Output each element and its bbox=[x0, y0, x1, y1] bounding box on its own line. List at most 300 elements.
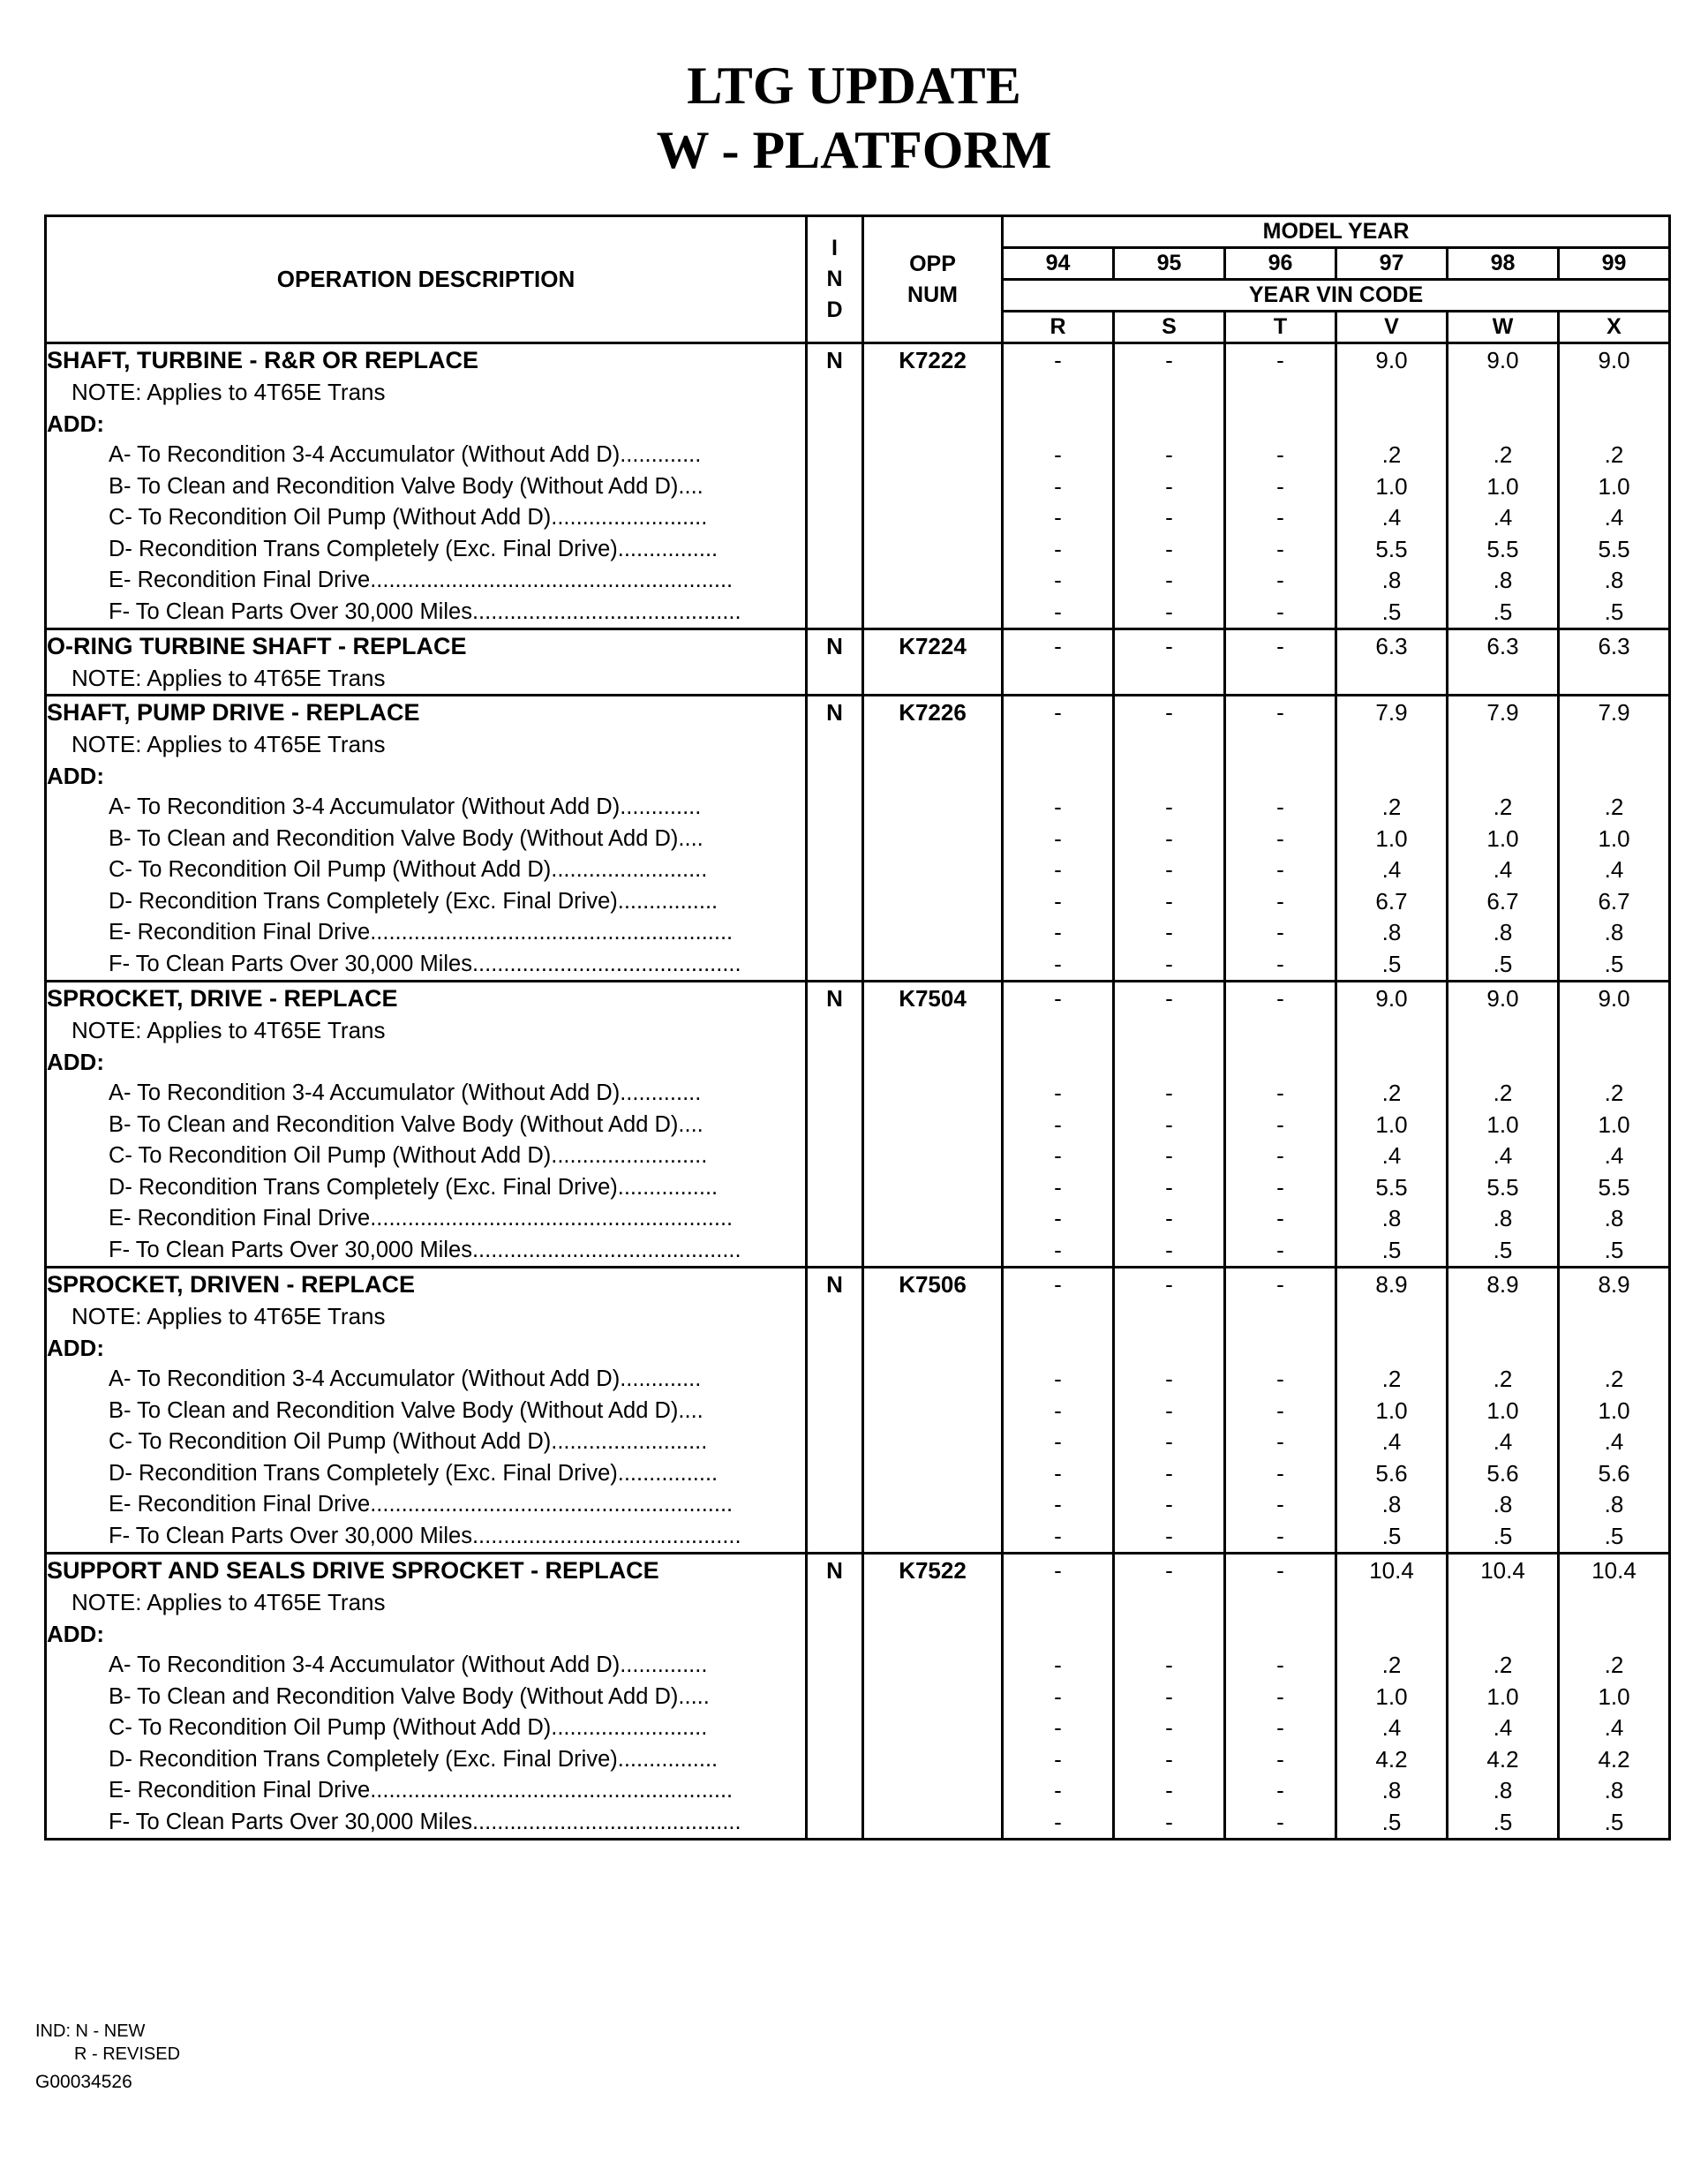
opp-num-value: K7504 bbox=[899, 985, 967, 1012]
add-on-item: F- To Clean Parts Over 30,000 Miles........................................... bbox=[109, 1523, 741, 1548]
add-on-value: - bbox=[1165, 535, 1173, 562]
add-on-value: - bbox=[1276, 794, 1284, 820]
year-value-cell bbox=[1336, 629, 1448, 696]
add-on-value: - bbox=[1165, 1173, 1173, 1201]
add-label: ADD: bbox=[47, 1621, 104, 1647]
add-on-value: .4 bbox=[1381, 1142, 1402, 1169]
add-on-item: D- Recondition Trans Completely (Exc. Final Drive)................ bbox=[109, 1746, 719, 1772]
add-on-value: - bbox=[1054, 441, 1062, 468]
year-value-cell bbox=[1225, 696, 1336, 982]
add-on-value: - bbox=[1165, 1522, 1173, 1549]
add-on-value: 5.6 bbox=[1598, 1459, 1630, 1487]
add-on-value: .5 bbox=[1604, 950, 1624, 977]
spacer bbox=[1448, 1618, 1557, 1650]
add-on-value: - bbox=[1276, 1236, 1284, 1263]
operation-note: NOTE: Applies to 4T65E Trans bbox=[71, 1303, 386, 1329]
spacer bbox=[1226, 1046, 1335, 1078]
year-value-cell bbox=[1448, 1268, 1559, 1554]
base-time-value: - bbox=[1165, 347, 1173, 373]
add-on-value: .2 bbox=[1381, 1652, 1402, 1678]
add-on-value: .8 bbox=[1604, 919, 1624, 945]
add-on-item: C- To Recondition Oil Pump (Without Add D)......................... bbox=[109, 1429, 708, 1454]
add-on-value: .8 bbox=[1493, 1205, 1513, 1231]
add-on-value: .8 bbox=[1381, 1205, 1402, 1231]
operation-note: NOTE: Applies to 4T65E Trans bbox=[71, 1017, 386, 1043]
add-label: ADD: bbox=[47, 1335, 104, 1361]
ind-value: N bbox=[826, 1557, 843, 1584]
operation-description-header: OPERATION DESCRIPTION bbox=[46, 216, 807, 343]
add-on-value: .5 bbox=[1381, 1522, 1402, 1549]
operation-row bbox=[46, 343, 1670, 629]
opp-num-value: K7222 bbox=[899, 347, 967, 373]
add-on-value: .5 bbox=[1493, 1522, 1513, 1549]
operation-description-cell bbox=[46, 982, 807, 1268]
base-time-value: - bbox=[1276, 347, 1284, 373]
add-on-value: - bbox=[1054, 950, 1062, 977]
add-on-value: - bbox=[1054, 824, 1062, 852]
add-on-value: - bbox=[1165, 1652, 1173, 1678]
ind-value: N bbox=[826, 699, 843, 726]
year-value-cell bbox=[1003, 1554, 1114, 1840]
add-on-item: F- To Clean Parts Over 30,000 Miles........................................... bbox=[109, 1809, 741, 1834]
add-on-value: - bbox=[1054, 856, 1062, 883]
year-value-cell bbox=[1336, 982, 1448, 1268]
add-on-value: - bbox=[1276, 1652, 1284, 1678]
page-title: LTG UPDATE bbox=[687, 56, 1021, 115]
add-on-item: C- To Recondition Oil Pump (Without Add D)......................... bbox=[109, 1715, 708, 1740]
add-on-value: 5.6 bbox=[1375, 1459, 1408, 1487]
add-on-value: 5.5 bbox=[1598, 535, 1630, 562]
opp-num-value: K7506 bbox=[899, 1271, 967, 1298]
spacer bbox=[1448, 408, 1557, 440]
add-on-item: B- To Clean and Recondition Valve Body (Without Add D).... bbox=[109, 825, 704, 851]
add-on-value: - bbox=[1165, 504, 1173, 531]
spacer bbox=[1226, 1014, 1335, 1046]
spacer bbox=[1004, 1046, 1112, 1078]
operation-title: SPROCKET, DRIVE - REPLACE bbox=[47, 985, 398, 1012]
spacer bbox=[1226, 760, 1335, 792]
add-on-item: F- To Clean Parts Over 30,000 Miles........................................... bbox=[109, 598, 741, 624]
add-on-value: - bbox=[1276, 824, 1284, 852]
add-on-value: - bbox=[1165, 1459, 1173, 1487]
base-time-value: - bbox=[1165, 699, 1173, 726]
year-value-cell bbox=[1114, 1554, 1225, 1840]
add-on-value: .4 bbox=[1493, 1714, 1513, 1741]
year-value-cell bbox=[1225, 343, 1336, 629]
year-value-cell bbox=[1003, 696, 1114, 982]
base-time-value: 9.0 bbox=[1375, 985, 1408, 1012]
add-on-value: - bbox=[1165, 1366, 1173, 1392]
add-on-value: 6.7 bbox=[1375, 887, 1408, 915]
spacer bbox=[1560, 376, 1668, 408]
base-time-value: 6.3 bbox=[1375, 633, 1408, 659]
add-on-value: - bbox=[1054, 1777, 1062, 1803]
year-value-cell bbox=[1114, 343, 1225, 629]
spacer bbox=[1115, 728, 1223, 760]
ind-header-letter: D bbox=[826, 297, 843, 322]
spacer bbox=[1448, 1586, 1557, 1618]
add-on-value: - bbox=[1276, 1396, 1284, 1424]
year-value-cell bbox=[1559, 1268, 1670, 1554]
year-cell: 94 bbox=[1003, 248, 1114, 280]
ind-cell bbox=[807, 1268, 863, 1554]
spacer bbox=[1448, 728, 1557, 760]
year-vin-code-header: YEAR VIN CODE bbox=[1003, 280, 1670, 312]
operation-description-cell bbox=[46, 1554, 807, 1840]
spacer bbox=[1004, 662, 1112, 694]
add-on-value: - bbox=[1054, 1808, 1062, 1835]
add-on-value: .8 bbox=[1381, 567, 1402, 593]
add-on-value: .5 bbox=[1381, 1236, 1402, 1263]
year-value-cell bbox=[1114, 982, 1225, 1268]
add-on-value: 1.0 bbox=[1375, 1682, 1408, 1710]
opp-num-header bbox=[863, 216, 1003, 343]
base-time-value: - bbox=[1276, 985, 1284, 1012]
opp-num-cell bbox=[863, 1554, 1003, 1840]
operation-title: SHAFT, PUMP DRIVE - REPLACE bbox=[47, 699, 420, 726]
spacer bbox=[1560, 1332, 1668, 1364]
add-on-item: E- Recondition Final Drive.......................................................... bbox=[109, 1206, 734, 1231]
year-value-cell bbox=[1225, 629, 1336, 696]
add-on-value: - bbox=[1054, 598, 1062, 625]
spacer bbox=[1115, 1014, 1223, 1046]
spacer bbox=[1115, 1046, 1223, 1078]
year-value-cell bbox=[1448, 629, 1559, 696]
ind-header-letter: N bbox=[826, 267, 843, 291]
year-value-cell bbox=[1448, 982, 1559, 1268]
opp-num-cell bbox=[863, 343, 1003, 629]
add-on-value: 1.0 bbox=[1375, 824, 1408, 852]
spacer bbox=[1560, 760, 1668, 792]
add-on-value: - bbox=[1165, 919, 1173, 945]
add-on-value: - bbox=[1165, 950, 1173, 977]
spacer bbox=[1115, 376, 1223, 408]
ind-cell bbox=[807, 982, 863, 1268]
add-on-value: .2 bbox=[1604, 1080, 1624, 1106]
year-value-cell bbox=[1448, 1554, 1559, 1840]
add-on-value: .4 bbox=[1493, 856, 1513, 883]
add-on-value: - bbox=[1276, 472, 1284, 500]
add-on-value: .8 bbox=[1381, 919, 1402, 945]
add-on-value: - bbox=[1165, 1745, 1173, 1773]
add-on-value: - bbox=[1276, 441, 1284, 468]
add-on-item: A- To Recondition 3-4 Accumulator (Without Add D)............. bbox=[109, 1366, 702, 1391]
add-on-value: 1.0 bbox=[1486, 472, 1519, 500]
spacer bbox=[1115, 1332, 1223, 1364]
add-on-value: - bbox=[1276, 1745, 1284, 1773]
spacer bbox=[1115, 1586, 1223, 1618]
spacer bbox=[1115, 760, 1223, 792]
add-on-item: E- Recondition Final Drive.......................................................... bbox=[109, 1778, 734, 1803]
spacer bbox=[1560, 408, 1668, 440]
spacer bbox=[1004, 1300, 1112, 1332]
add-on-value: .8 bbox=[1493, 919, 1513, 945]
add-on-value: .8 bbox=[1604, 1777, 1624, 1803]
add-on-value: - bbox=[1054, 1682, 1062, 1710]
spacer bbox=[1226, 1300, 1335, 1332]
spacer bbox=[1448, 1332, 1557, 1364]
add-label: ADD: bbox=[47, 1049, 104, 1075]
add-on-value: - bbox=[1165, 441, 1173, 468]
base-time-value: - bbox=[1054, 1271, 1062, 1298]
spacer bbox=[1337, 1300, 1446, 1332]
operation-title: O-RING TURBINE SHAFT - REPLACE bbox=[47, 633, 467, 659]
add-on-value: - bbox=[1054, 1491, 1062, 1517]
year-cell: 99 bbox=[1559, 248, 1670, 280]
ind-value: N bbox=[826, 633, 843, 659]
add-on-value: .5 bbox=[1604, 1808, 1624, 1835]
year-value-cell bbox=[1336, 1554, 1448, 1840]
add-on-value: .2 bbox=[1604, 1366, 1624, 1392]
add-on-value: .8 bbox=[1381, 1777, 1402, 1803]
add-on-item: D- Recondition Trans Completely (Exc. Final Drive)................ bbox=[109, 888, 719, 914]
add-on-value: - bbox=[1165, 1236, 1173, 1263]
add-on-item: B- To Clean and Recondition Valve Body (Without Add D)..... bbox=[109, 1683, 710, 1709]
labor-time-table bbox=[44, 215, 1671, 1841]
base-time-value: - bbox=[1276, 699, 1284, 726]
add-on-value: - bbox=[1054, 1080, 1062, 1106]
add-on-item: E- Recondition Final Drive.......................................................... bbox=[109, 568, 734, 592]
year-value-cell bbox=[1559, 696, 1670, 982]
add-on-value: - bbox=[1054, 887, 1062, 915]
vin-code-cell: R bbox=[1003, 312, 1114, 343]
operation-title: SHAFT, TURBINE - R&R OR REPLACE bbox=[47, 347, 479, 373]
add-on-value: .5 bbox=[1381, 598, 1402, 625]
spacer bbox=[1115, 408, 1223, 440]
operation-row bbox=[46, 1554, 1670, 1840]
base-time-value: - bbox=[1165, 633, 1173, 659]
add-on-value: - bbox=[1165, 472, 1173, 500]
add-on-value: - bbox=[1054, 1366, 1062, 1392]
add-on-value: 1.0 bbox=[1486, 1396, 1519, 1424]
add-on-value: - bbox=[1054, 472, 1062, 500]
spacer bbox=[1115, 1618, 1223, 1650]
spacer bbox=[1337, 662, 1446, 694]
add-on-value: - bbox=[1054, 1428, 1062, 1455]
year-cell: 96 bbox=[1225, 248, 1336, 280]
add-on-item: D- Recondition Trans Completely (Exc. Final Drive)................ bbox=[109, 1174, 719, 1200]
spacer bbox=[1004, 728, 1112, 760]
add-on-value: - bbox=[1165, 794, 1173, 820]
ind-value: N bbox=[826, 1271, 843, 1298]
add-on-value: 5.5 bbox=[1486, 1173, 1519, 1201]
add-on-item: D- Recondition Trans Completely (Exc. Final Drive)................ bbox=[109, 536, 719, 561]
operation-row bbox=[46, 982, 1670, 1268]
add-label: ADD: bbox=[47, 410, 104, 437]
add-on-value: .8 bbox=[1604, 567, 1624, 593]
opp-num-cell bbox=[863, 1268, 1003, 1554]
add-on-value: .2 bbox=[1604, 441, 1624, 468]
ind-value: N bbox=[826, 985, 843, 1012]
base-time-value: 10.4 bbox=[1369, 1557, 1414, 1584]
operation-note: NOTE: Applies to 4T65E Trans bbox=[71, 1589, 386, 1615]
add-on-value: - bbox=[1276, 1110, 1284, 1138]
add-on-value: .8 bbox=[1604, 1491, 1624, 1517]
operation-title: SUPPORT AND SEALS DRIVE SPROCKET - REPLACE bbox=[47, 1557, 659, 1584]
add-on-value: .5 bbox=[1493, 950, 1513, 977]
add-on-value: - bbox=[1054, 1459, 1062, 1487]
add-on-item: D- Recondition Trans Completely (Exc. Final Drive)................ bbox=[109, 1460, 719, 1486]
add-on-value: - bbox=[1276, 598, 1284, 625]
add-on-value: 1.0 bbox=[1598, 472, 1630, 500]
add-on-value: .5 bbox=[1381, 1808, 1402, 1835]
base-time-value: 7.9 bbox=[1375, 699, 1408, 726]
add-on-value: .8 bbox=[1381, 1491, 1402, 1517]
add-on-value: .2 bbox=[1493, 794, 1513, 820]
vin-code-cell: W bbox=[1448, 312, 1559, 343]
add-on-value: - bbox=[1054, 1110, 1062, 1138]
ind-cell bbox=[807, 629, 863, 696]
add-on-value: .5 bbox=[1381, 950, 1402, 977]
spacer bbox=[1004, 1332, 1112, 1364]
add-on-item: C- To Recondition Oil Pump (Without Add D)......................... bbox=[109, 1143, 708, 1168]
add-on-value: - bbox=[1276, 1205, 1284, 1231]
add-on-value: .5 bbox=[1604, 1522, 1624, 1549]
add-on-value: - bbox=[1165, 1777, 1173, 1803]
add-on-value: .4 bbox=[1604, 1714, 1624, 1741]
year-value-cell bbox=[1225, 1554, 1336, 1840]
year-value-cell bbox=[1559, 982, 1670, 1268]
add-on-value: .5 bbox=[1604, 598, 1624, 625]
add-on-value: 5.5 bbox=[1598, 1173, 1630, 1201]
add-on-value: - bbox=[1054, 1142, 1062, 1169]
spacer bbox=[1560, 1014, 1668, 1046]
add-on-value: - bbox=[1276, 887, 1284, 915]
add-on-value: - bbox=[1165, 1205, 1173, 1231]
add-label: ADD: bbox=[47, 763, 104, 789]
add-on-value: - bbox=[1165, 1110, 1173, 1138]
add-on-value: .5 bbox=[1493, 1808, 1513, 1835]
add-on-value: - bbox=[1054, 919, 1062, 945]
add-on-value: .4 bbox=[1381, 504, 1402, 531]
base-time-value: - bbox=[1276, 633, 1284, 659]
year-value-cell bbox=[1225, 982, 1336, 1268]
add-on-value: - bbox=[1276, 1491, 1284, 1517]
spacer bbox=[1448, 376, 1557, 408]
add-on-value: - bbox=[1276, 856, 1284, 883]
add-on-value: - bbox=[1165, 1491, 1173, 1517]
add-on-value: - bbox=[1276, 535, 1284, 562]
add-on-value: 5.5 bbox=[1375, 535, 1408, 562]
add-on-value: .4 bbox=[1381, 856, 1402, 883]
ind-cell bbox=[807, 343, 863, 629]
add-on-item: A- To Recondition 3-4 Accumulator (Without Add D).............. bbox=[109, 1652, 708, 1677]
opp-header-line: OPP bbox=[909, 251, 956, 276]
base-time-value: 6.3 bbox=[1486, 633, 1519, 659]
base-time-value: 7.9 bbox=[1598, 699, 1630, 726]
operation-description-cell bbox=[46, 696, 807, 982]
year-value-cell bbox=[1336, 696, 1448, 982]
opp-num-cell bbox=[863, 696, 1003, 982]
add-on-item: C- To Recondition Oil Pump (Without Add D)......................... bbox=[109, 857, 708, 882]
spacer bbox=[1226, 728, 1335, 760]
add-on-value: - bbox=[1165, 1142, 1173, 1169]
spacer bbox=[1560, 728, 1668, 760]
add-on-value: - bbox=[1276, 1428, 1284, 1455]
add-on-value: .2 bbox=[1493, 441, 1513, 468]
base-time-value: 8.9 bbox=[1598, 1271, 1630, 1298]
base-time-value: 8.9 bbox=[1375, 1271, 1408, 1298]
legend-new: IND: N - NEW bbox=[35, 2021, 146, 2041]
add-on-value: - bbox=[1054, 794, 1062, 820]
add-on-value: - bbox=[1276, 504, 1284, 531]
add-on-value: 1.0 bbox=[1486, 824, 1519, 852]
spacer bbox=[1337, 1618, 1446, 1650]
add-on-value: 5.5 bbox=[1375, 1173, 1408, 1201]
add-on-value: 1.0 bbox=[1486, 1110, 1519, 1138]
spacer bbox=[1004, 1586, 1112, 1618]
operation-row bbox=[46, 1268, 1670, 1554]
year-value-cell bbox=[1559, 1554, 1670, 1840]
spacer bbox=[1337, 1586, 1446, 1618]
spacer bbox=[1226, 1586, 1335, 1618]
add-on-value: .2 bbox=[1381, 1080, 1402, 1106]
base-time-value: - bbox=[1165, 1557, 1173, 1584]
spacer bbox=[1560, 1618, 1668, 1650]
add-on-value: .2 bbox=[1381, 1366, 1402, 1392]
spacer bbox=[1448, 760, 1557, 792]
add-on-value: .2 bbox=[1381, 441, 1402, 468]
table-header bbox=[46, 216, 1670, 343]
add-on-value: 4.2 bbox=[1375, 1745, 1408, 1773]
year-value-cell bbox=[1448, 343, 1559, 629]
base-time-value: 9.0 bbox=[1598, 985, 1630, 1012]
add-on-value: .2 bbox=[1493, 1652, 1513, 1678]
add-on-value: - bbox=[1165, 887, 1173, 915]
vin-code-cell: X bbox=[1559, 312, 1670, 343]
add-on-value: - bbox=[1165, 1714, 1173, 1741]
ind-cell bbox=[807, 696, 863, 982]
add-on-value: .4 bbox=[1493, 1142, 1513, 1169]
ind-cell bbox=[807, 1554, 863, 1840]
add-on-value: - bbox=[1165, 1428, 1173, 1455]
add-on-value: - bbox=[1054, 1236, 1062, 1263]
add-on-value: - bbox=[1165, 1682, 1173, 1710]
legend-revised: R - REVISED bbox=[74, 2044, 181, 2064]
opp-header-line: NUM bbox=[907, 282, 958, 307]
spacer bbox=[1337, 1332, 1446, 1364]
opp-num-value: K7522 bbox=[899, 1557, 967, 1584]
base-time-value: 6.3 bbox=[1598, 633, 1630, 659]
base-time-value: - bbox=[1276, 1557, 1284, 1584]
add-on-value: - bbox=[1165, 1396, 1173, 1424]
add-on-item: B- To Clean and Recondition Valve Body (Without Add D).... bbox=[109, 1397, 704, 1423]
add-on-value: 6.7 bbox=[1486, 887, 1519, 915]
add-on-value: 4.2 bbox=[1598, 1745, 1630, 1773]
year-value-cell bbox=[1003, 1268, 1114, 1554]
add-on-value: .2 bbox=[1604, 794, 1624, 820]
add-on-value: .4 bbox=[1604, 856, 1624, 883]
add-on-value: - bbox=[1054, 567, 1062, 593]
year-value-cell bbox=[1003, 343, 1114, 629]
add-on-value: - bbox=[1054, 504, 1062, 531]
vin-code-cell: V bbox=[1336, 312, 1448, 343]
ind-value: N bbox=[826, 347, 843, 373]
base-time-value: - bbox=[1054, 699, 1062, 726]
year-value-cell bbox=[1559, 629, 1670, 696]
add-on-item: C- To Recondition Oil Pump (Without Add D)......................... bbox=[109, 505, 708, 530]
add-on-value: - bbox=[1276, 1682, 1284, 1710]
add-on-value: 1.0 bbox=[1598, 824, 1630, 852]
add-on-value: .8 bbox=[1604, 1205, 1624, 1231]
spacer bbox=[1226, 408, 1335, 440]
spacer bbox=[1337, 760, 1446, 792]
year-cell: 97 bbox=[1336, 248, 1448, 280]
add-on-value: 1.0 bbox=[1598, 1396, 1630, 1424]
add-on-item: E- Recondition Final Drive.......................................................... bbox=[109, 920, 734, 945]
page-subtitle: W - PLATFORM bbox=[656, 121, 1052, 179]
add-on-value: .4 bbox=[1604, 504, 1624, 531]
